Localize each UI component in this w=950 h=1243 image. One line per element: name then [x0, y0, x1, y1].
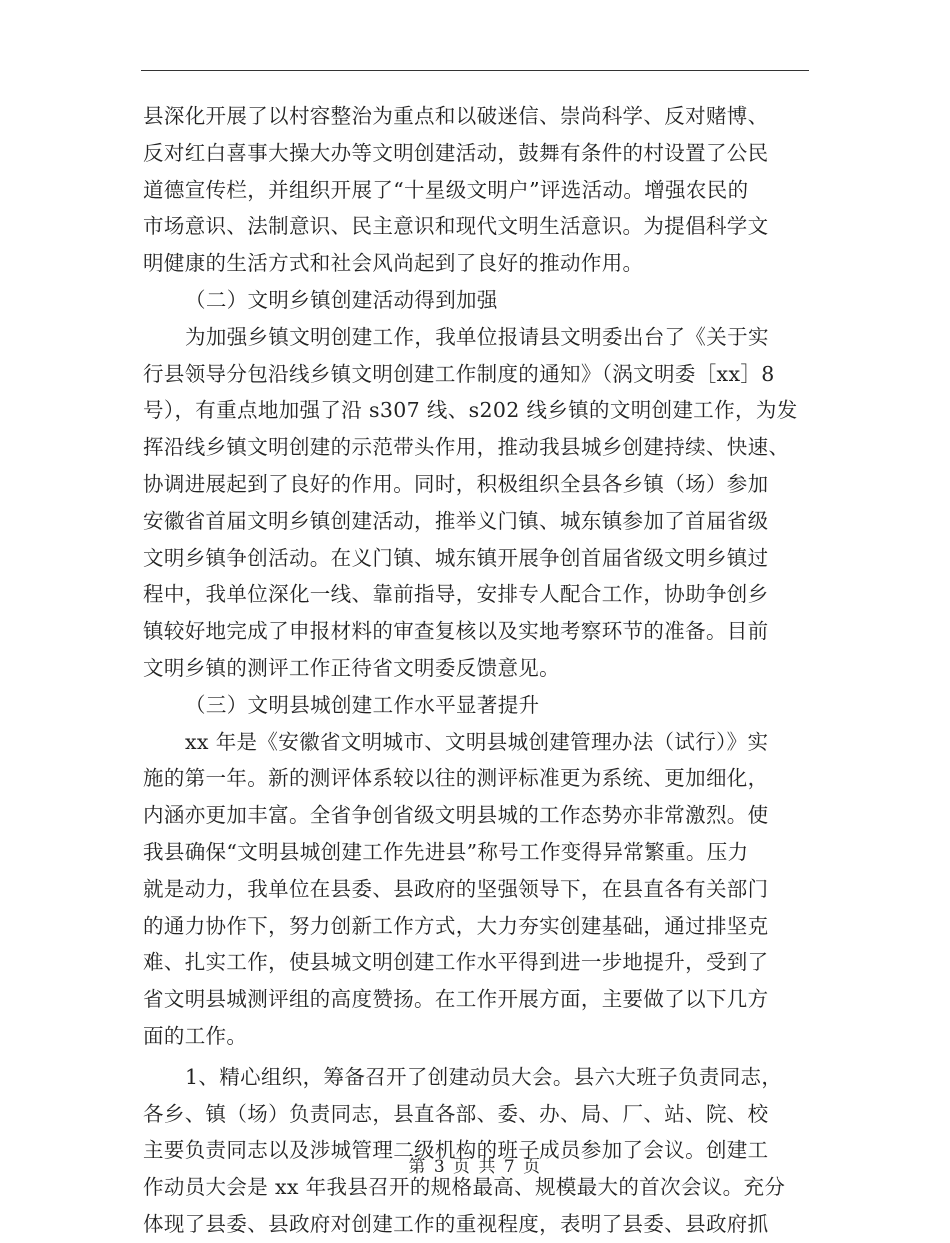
- text-line: 市场意识、法制意识、民主意识和现代文明生活意识。为提倡科学文: [143, 214, 769, 239]
- paragraph-start: 为加强乡镇文明创建工作，我单位报请县文明委出台了《关于实: [185, 324, 769, 349]
- text-line: 程中，我单位深化一线、靠前指导，安排专人配合工作，协助争创乡: [143, 582, 769, 607]
- text-line: 我县确保“文明县城创建工作先进县”称号工作变得异常繁重。压力: [143, 839, 749, 864]
- text-line: 反对红白喜事大操大办等文明创建活动，鼓舞有条件的村设置了公民: [143, 140, 769, 165]
- text-line: 县深化开展了以村容整治为重点和以破迷信、崇尚科学、反对赌博、: [143, 104, 769, 128]
- text-line: 内涵亦更加丰富。全省争创省级文明县城的工作态势亦非常激烈。使: [143, 803, 769, 828]
- section-heading-3: （三）文明县城创建工作水平显著提升: [185, 692, 540, 717]
- text-line: 作动员大会是 xx 年我县召开的规格最高、规模最大的首次会议。充分: [143, 1175, 786, 1200]
- text-line: 的通力协作下，努力创新工作方式，大力夯实创建基础，通过排坚克: [143, 913, 769, 938]
- text-line: 面的工作。: [143, 1023, 248, 1048]
- text-line: 文明乡镇争创活动。在义门镇、城东镇开展争创首届省级文明乡镇过: [143, 545, 769, 570]
- text-line: 主要负责同志以及涉城管理二级机构的班子成员参加了会议。创建工: [143, 1138, 769, 1163]
- text-line: 明健康的生活方式和社会风尚起到了良好的推动作用。: [143, 251, 644, 276]
- page-footer: 第 3 页 共 7 页: [408, 1157, 542, 1177]
- text-line: 体现了县委、县政府对创建工作的重视程度，表明了县委、县政府抓: [143, 1211, 769, 1236]
- text-line: 难、扎实工作，使县城文明创建工作水平得到进一步地提升，受到了: [143, 950, 769, 975]
- paragraph-start: 1、精心组织，筹备召开了创建动员大会。县六大班子负责同志，: [185, 1064, 783, 1089]
- text-line: 号），有重点地加强了沿 s307 线、s202 线乡镇的文明创建工作，为发: [143, 398, 798, 423]
- paragraph-start: xx 年是《安徽省文明城市、文明县城创建管理办法（试行）》实: [185, 729, 769, 754]
- text-line: 安徽省首届文明乡镇创建活动，推举义门镇、城东镇参加了首届省级: [143, 508, 769, 533]
- section-heading-2: （二）文明乡镇创建活动得到加强: [185, 287, 498, 312]
- text-line: 镇较好地完成了申报材料的审查复核以及实地考察环节的准备。目前: [143, 619, 769, 644]
- document-body: [143, 98, 813, 1243]
- text-line: 省文明县城测评组的高度赞扬。在工作开展方面，主要做了以下几方: [143, 987, 769, 1012]
- header-rule: [141, 70, 809, 71]
- text-line: 各乡、镇（场）负责同志，县直各部、委、办、局、厂、站、院、校: [143, 1101, 769, 1126]
- text-line: 道德宣传栏，并组织开展了“十星级文明户”评选活动。增强农民的: [143, 177, 749, 202]
- text-line: 协调进展起到了良好的作用。同时，积极组织全县各乡镇（场）参加: [143, 471, 769, 496]
- text-line: 文明乡镇的测评工作正待省文明委反馈意见。: [143, 655, 560, 680]
- text-line: 就是动力，我单位在县委、县政府的坚强领导下，在县直各有关部门: [143, 876, 769, 901]
- text-line: 挥沿线乡镇文明创建的示范带头作用，推动我县城乡创建持续、快速、: [143, 435, 790, 460]
- text-line: 行县领导分包沿线乡镇文明创建工作制度的通知》（涡文明委［xx］8: [143, 361, 775, 386]
- text-line: 施的第一年。新的测评体系较以往的测评标准更为系统、更加细化，: [143, 766, 769, 791]
